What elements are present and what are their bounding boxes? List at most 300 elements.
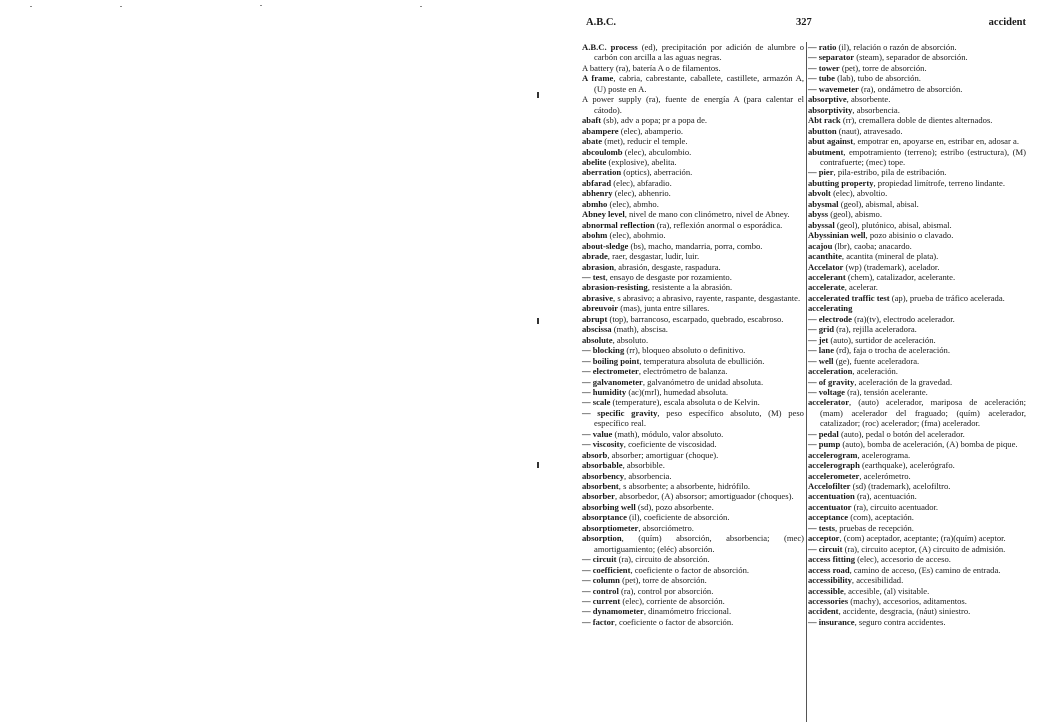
dictionary-entry	[582, 199, 804, 209]
dictionary-entry	[808, 586, 1026, 596]
dictionary-entry	[582, 136, 804, 146]
dictionary-entry	[582, 471, 804, 481]
entry-definition: (auto), surtidor de aceleración.	[828, 334, 936, 345]
entry-headword: — jet	[808, 334, 829, 345]
entry-definition: (geol), abismal, abisal.	[838, 198, 919, 209]
entry-headword: absorptivity	[808, 104, 853, 115]
entry-definition: (wp) (trademark), acelador.	[843, 261, 940, 272]
entry-definition: (elec), accesorio de acceso.	[855, 554, 951, 565]
dictionary-entry	[582, 73, 804, 94]
dictionary-entry	[582, 481, 804, 491]
entry-headword: abysmal	[808, 198, 839, 209]
entry-definition: (explosive), abelita.	[606, 156, 677, 167]
entry-headword: abrasion	[582, 261, 614, 272]
dictionary-entry	[582, 523, 804, 533]
dictionary-entry	[582, 262, 804, 272]
entry-headword: — galvanometer	[582, 376, 643, 387]
entry-definition: , abrasión, desgaste, raspadura.	[614, 261, 721, 272]
dictionary-entry	[808, 126, 1026, 136]
entry-definition: , s abrasivo; a abrasivo, rayente, raspante, desgastante.	[613, 292, 801, 303]
dictionary-entry	[582, 397, 804, 407]
entry-headword: accentuation	[808, 491, 855, 502]
entry-headword: — tests	[808, 522, 835, 533]
dictionary-entry	[808, 617, 1026, 627]
entry-headword: abvolt	[808, 188, 831, 199]
entry-definition: (rr), cremallera doble de dientes alternados.	[840, 115, 993, 126]
entry-definition: (math), abscisa.	[611, 324, 668, 335]
scan-speck	[260, 5, 262, 6]
scan-speck	[30, 6, 32, 7]
dictionary-entry	[808, 314, 1026, 324]
dictionary-entry	[582, 429, 804, 439]
entry-definition: (ge), fuente aceleradora.	[833, 355, 920, 366]
entry-definition: (earthquake), acelerógrafo.	[859, 460, 955, 471]
entry-headword: abhenry	[582, 188, 613, 199]
dictionary-entry	[808, 533, 1026, 543]
entry-headword: abrupt	[582, 313, 608, 324]
entry-definition: (machy), accesorios, aditamentos.	[848, 596, 967, 607]
entry-definition: , aceleración.	[852, 366, 898, 377]
entry-headword: — pedal	[808, 428, 839, 439]
entry-definition: (il), coeficiente de absorción.	[626, 512, 730, 523]
entry-headword: absorbing well	[582, 501, 636, 512]
dictionary-entry	[808, 377, 1026, 387]
dictionary-entry	[808, 345, 1026, 355]
dictionary-entry	[808, 63, 1026, 73]
dictionary-entry	[808, 136, 1026, 146]
entry-definition: (auto), pedal o botón del acelerador.	[838, 428, 965, 439]
scan-speck	[420, 6, 422, 7]
entry-definition: (chem), catalizador, acelerante.	[845, 271, 956, 282]
entry-headword: accelerating	[808, 303, 853, 314]
dictionary-entry	[808, 178, 1026, 188]
entry-definition: , acelerómetro.	[859, 470, 911, 481]
dictionary-entry	[808, 356, 1026, 366]
entry-headword: — value	[582, 428, 613, 439]
entry-headword: — tower	[808, 62, 840, 73]
entry-definition: , absorbencia.	[624, 470, 672, 481]
entry-headword: abohm	[582, 230, 608, 241]
entry-headword: absorptance	[582, 512, 627, 523]
entry-definition: (met), reducir el temple.	[602, 136, 688, 147]
entry-definition: , propiedad limítrofe, terreno lindante.	[873, 177, 1005, 188]
dictionary-entry	[808, 429, 1026, 439]
dictionary-entry	[582, 502, 804, 512]
entry-headword: — grid	[808, 324, 835, 335]
dictionary-entry	[582, 533, 804, 554]
entry-headword: — coefficient	[582, 564, 631, 575]
dictionary-entry	[582, 617, 804, 627]
entry-definition: (ra), circuito acentuador.	[851, 501, 939, 512]
entry-headword: abut against	[808, 136, 854, 147]
dictionary-entry	[582, 366, 804, 376]
entry-headword: accessories	[808, 596, 849, 607]
dictionary-entry	[582, 42, 804, 63]
dictionary-entry	[582, 241, 804, 251]
entry-definition: (ed), precipitación por adición de alumbre o carbón con arcilla a las aguas negras.	[594, 42, 804, 63]
entry-definition: (auto), bomba de aceleración, (A) bomba de pique.	[840, 439, 1018, 450]
entry-headword: abreuvoir	[582, 303, 619, 314]
entry-headword: absorptiometer	[582, 522, 639, 533]
dictionary-entry	[582, 188, 804, 198]
entry-definition: , coeficiente de viscosidad.	[623, 439, 717, 450]
entry-definition: (rr), bloqueo absoluto o definitivo.	[624, 345, 746, 356]
entry-headword: — viscosity	[582, 439, 624, 450]
entry-headword: — circuit	[808, 543, 843, 554]
entry-definition: , acantita (mineral de plata).	[841, 251, 939, 262]
entry-definition: , raer, desgastar, ludir, luir.	[607, 251, 700, 262]
entry-definition: , pruebas de recepción.	[834, 522, 914, 533]
entry-definition: (lbr), caoba; anacardo.	[832, 240, 912, 251]
entry-definition: , camino de acceso, (Es) camino de entrada.	[849, 564, 1001, 575]
dictionary-entry	[582, 220, 804, 230]
entry-headword: accelerate	[808, 282, 845, 293]
entry-definition: (math), módulo, valor absoluto.	[612, 428, 724, 439]
entry-definition: , absorbedor, (A) absorsor; amortiguador (choques).	[614, 491, 794, 502]
entry-headword: absorb	[582, 449, 608, 460]
entry-headword: abutton	[808, 125, 837, 136]
entry-headword: acajou	[808, 240, 833, 251]
entry-headword: — boiling point	[582, 355, 640, 366]
entry-headword: Abyssinian well	[808, 230, 866, 241]
dictionary-entry	[582, 272, 804, 282]
dictionary-entry	[808, 52, 1026, 62]
entry-headword: — insurance	[808, 616, 855, 627]
dictionary-entry	[808, 115, 1026, 125]
dictionary-entry	[808, 335, 1026, 345]
entry-definition: , absorbente.	[846, 94, 891, 105]
entry-definition: , coeficiente o factor de absorción.	[630, 564, 750, 575]
dictionary-entry	[808, 481, 1026, 491]
entry-definition: (elec), abfaradio.	[611, 177, 672, 188]
entry-definition: (sb), adv a popa; pr a popa de.	[601, 115, 708, 126]
dictionary-entry	[808, 491, 1026, 501]
dictionary-entry	[808, 105, 1026, 115]
dictionary-entry	[808, 512, 1026, 522]
entry-headword: abnormal reflection	[582, 219, 655, 230]
dictionary-entry	[808, 324, 1026, 334]
entry-definition: (ra), reflexión anormal o esporádica.	[654, 219, 783, 230]
entry-headword: abaft	[582, 115, 602, 126]
entry-definition: (mas), junta entre sillares.	[618, 303, 710, 314]
entry-headword: — electrode	[808, 313, 852, 324]
entry-headword: — humidity	[582, 386, 627, 397]
entry-headword: abelite	[582, 156, 607, 167]
entry-headword: abyssal	[808, 219, 835, 230]
dictionary-entry	[808, 84, 1026, 94]
right-column	[808, 42, 1026, 627]
entry-definition: , empotramiento (terreno); estribo (estructura), (M) contrafuerte; (mec) tope.	[820, 146, 1026, 167]
guide-word-right: accident	[988, 17, 1026, 28]
entry-definition: , absorbencia.	[852, 104, 900, 115]
entry-definition: (elec), abhenrio.	[612, 188, 671, 199]
entry-definition: , accesibilidad.	[851, 575, 904, 586]
entry-headword: absolute	[582, 334, 613, 345]
entry-headword: Abney level	[582, 209, 625, 220]
gutter-mark	[537, 318, 539, 324]
entry-definition: (pet), torre de absorción.	[839, 62, 927, 73]
dictionary-entry	[582, 345, 804, 355]
entry-headword: — specific gravity	[582, 407, 658, 418]
dictionary-entry	[582, 335, 804, 345]
dictionary-entry	[582, 178, 804, 188]
entry-headword: accident	[808, 606, 839, 617]
dictionary-entry	[582, 115, 804, 125]
entry-definition: A battery (ra), batería A o de filamentos.	[582, 62, 721, 73]
dictionary-entry	[582, 147, 804, 157]
dictionary-entry	[582, 324, 804, 334]
dictionary-entry	[582, 596, 804, 606]
entry-definition: , electrómetro de balanza.	[638, 366, 728, 377]
entry-headword: A.B.C. process	[582, 42, 638, 52]
entry-headword: Abt rack	[808, 115, 841, 126]
entry-headword: abrasion-resisting	[582, 282, 648, 293]
entry-definition: , absorbible.	[622, 460, 665, 471]
entry-headword: — voltage	[808, 386, 845, 397]
entry-definition: (ra), circuito aceptor, (A) circuito de admisión.	[842, 543, 1006, 554]
entry-headword: Accelator	[808, 261, 844, 272]
entry-definition: (ra)(tv), electrodo acelerador.	[851, 313, 955, 324]
entry-headword: — electrometer	[582, 366, 639, 377]
dictionary-entry	[582, 408, 804, 429]
entry-definition: , acelerograma.	[857, 449, 911, 460]
dictionary-entry	[808, 147, 1026, 168]
entry-definition: , absorber; amortiguar (choque).	[607, 449, 719, 460]
entry-definition: (top), barrancoso, escarpado, quebrado, escabroso.	[607, 313, 784, 324]
entry-headword: acanthite	[808, 251, 842, 262]
dictionary-entry	[582, 356, 804, 366]
running-header	[586, 17, 1026, 33]
dictionary-entry	[582, 126, 804, 136]
entry-headword: — tube	[808, 73, 835, 84]
dictionary-entry	[582, 157, 804, 167]
entry-definition: (elec), abvoltio.	[830, 188, 888, 199]
dictionary-entry	[808, 241, 1026, 251]
entry-headword: accessible	[808, 585, 844, 596]
scan-speck	[120, 6, 122, 7]
entry-definition: (temperature), escala absoluta o de Kelvin.	[610, 397, 760, 408]
dictionary-entry	[582, 377, 804, 387]
gutter-mark	[537, 92, 539, 98]
dictionary-entry	[808, 596, 1026, 606]
entry-definition: (elec), abculombio.	[622, 146, 692, 157]
entry-definition: , accidente, desgracia, (náut) siniestro.	[838, 606, 971, 617]
dictionary-entry	[808, 188, 1026, 198]
entry-headword: — ratio	[808, 42, 837, 52]
dictionary-entry	[582, 251, 804, 261]
dictionary-entry	[582, 63, 804, 73]
dictionary-entry	[808, 73, 1026, 83]
entry-definition: , cabria, cabrestante, caballete, castillete, armazón A, (U) poste en A.	[594, 73, 804, 94]
entry-definition: , pozo abisinio o clavado.	[865, 230, 954, 241]
dictionary-entry	[582, 293, 804, 303]
entry-definition: , pila-estribo, pila de estribación.	[833, 167, 947, 178]
entry-definition: , absorciómetro.	[638, 522, 694, 533]
entry-definition: (ra), control por absorción.	[618, 585, 714, 596]
entry-headword: about-sledge	[582, 240, 629, 251]
entry-definition: , ensayo de desgaste por rozamiento.	[605, 271, 732, 282]
entry-definition: (il), relación o razón de absorción.	[836, 42, 957, 52]
entry-definition: (sd) (trademark), acelofiltro.	[850, 481, 951, 492]
entry-definition: (naut), atravesado.	[836, 125, 903, 136]
entry-definition: , seguro contra accidentes.	[854, 616, 946, 627]
dictionary-entry	[808, 366, 1026, 376]
entry-headword: absorbency	[582, 470, 625, 481]
entry-headword: abscissa	[582, 324, 612, 335]
dictionary-entry	[808, 387, 1026, 397]
dictionary-entry	[582, 303, 804, 313]
entry-headword: access fitting	[808, 554, 856, 565]
dictionary-entry	[582, 554, 804, 564]
entry-headword: A frame	[582, 73, 614, 84]
entry-definition: , temperatura absoluta de ebullición.	[639, 355, 765, 366]
dictionary-entry	[808, 397, 1026, 428]
entry-definition: , nivel de mano con clinómetro, nivel de Abney.	[624, 209, 790, 220]
entry-headword: acceptor	[808, 533, 840, 544]
entry-definition: , dinamómetro friccional.	[643, 606, 732, 617]
dictionary-entry	[808, 544, 1026, 554]
entry-headword: abcoulomb	[582, 146, 623, 157]
dictionary-entry	[808, 565, 1026, 575]
entry-headword: — scale	[582, 397, 611, 408]
dictionary-entry	[582, 512, 804, 522]
entry-headword: abutting property	[808, 177, 874, 188]
guide-word-left: A.B.C.	[586, 17, 617, 28]
entry-headword: — column	[582, 575, 620, 586]
dictionary-entry	[582, 606, 804, 616]
entry-headword: — blocking	[582, 345, 625, 356]
entry-definition: (ra), rejilla aceleradora.	[834, 324, 917, 335]
entry-definition: (elec), corriente de absorción.	[620, 596, 725, 607]
entry-definition: , s absorbente; a absorbente, hidrófilo.	[618, 481, 751, 492]
dictionary-entry	[808, 209, 1026, 219]
dictionary-entry	[808, 502, 1026, 512]
entry-headword: accentuator	[808, 501, 852, 512]
dictionary-entry	[582, 439, 804, 449]
entry-headword: absorptive	[808, 94, 847, 105]
entry-definition: A power supply (ra), fuente de energía A (para calentar el cátodo).	[582, 94, 804, 115]
entry-headword: absorbable	[582, 460, 623, 471]
dictionary-entry	[582, 586, 804, 596]
dictionary-entry	[808, 251, 1026, 261]
dictionary-entry	[808, 262, 1026, 272]
entry-headword: — pump	[808, 439, 841, 450]
dictionary-entry	[582, 460, 804, 470]
dictionary-entry	[582, 230, 804, 240]
entry-headword: accelerogram	[808, 449, 858, 460]
dictionary-entry	[808, 575, 1026, 585]
dictionary-entry	[808, 199, 1026, 209]
dictionary-entry	[808, 303, 1026, 313]
entry-headword: — current	[582, 596, 621, 607]
entry-headword: accelerometer	[808, 470, 860, 481]
entry-headword: abate	[582, 136, 603, 147]
entry-definition: (optics), aberración.	[621, 167, 693, 178]
entry-headword: acceleration	[808, 366, 853, 377]
entry-definition: (com), aceptación.	[848, 512, 914, 523]
dictionary-entry	[582, 491, 804, 501]
gutter-mark	[537, 462, 539, 468]
entry-definition: (elec), abohmio.	[607, 230, 666, 241]
entry-definition: (sd), pozo absorbente.	[635, 501, 714, 512]
entry-headword: accelerator	[808, 397, 850, 408]
entry-headword: abrasive	[582, 292, 614, 303]
entry-headword: — test	[582, 271, 606, 282]
dictionary-entry	[582, 94, 804, 115]
entry-definition: (ap), prueba de tráfico acelerada.	[889, 292, 1005, 303]
entry-definition: (bs), macho, mandarria, porra, combo.	[628, 240, 763, 251]
entry-definition: (steam), separador de absorción.	[854, 52, 968, 63]
dictionary-entry	[808, 554, 1026, 564]
dictionary-entry	[808, 220, 1026, 230]
entry-headword: — pier	[808, 167, 834, 178]
dictionary-entry	[582, 450, 804, 460]
dictionary-entry	[582, 575, 804, 585]
dictionary-entry	[808, 272, 1026, 282]
entry-headword: abrade	[582, 251, 608, 262]
entry-headword: abfarad	[582, 177, 612, 188]
dictionary-entry	[808, 230, 1026, 240]
dictionary-entry	[808, 606, 1026, 616]
column-divider	[806, 42, 807, 722]
entry-definition: , (com) aceptador, aceptante; (ra)(quím) aceptor.	[839, 533, 1006, 544]
entry-headword: — of gravity	[808, 376, 855, 387]
page-number: 327	[796, 17, 812, 28]
entry-definition: , peso específico absoluto, (M) peso específico real.	[594, 407, 804, 429]
entry-headword: accessibility	[808, 575, 852, 586]
entry-headword: aberration	[582, 167, 622, 178]
entry-definition: , galvanómetro de unidad absoluta.	[642, 376, 764, 387]
entry-definition: (ra), acentuación.	[854, 491, 917, 502]
entry-definition: , (auto) acelerador, mariposa de aceleración; (mam) acelerador del fraguado; (quím) acelerador, catalizador; (roc) acelerador; (fma) acelerador.	[820, 397, 1026, 429]
entry-definition: (ra), ondámetro de absorción.	[858, 83, 963, 94]
entry-headword: — factor	[582, 616, 615, 627]
dictionary-entry	[808, 523, 1026, 533]
entry-definition: (lab), tubo de absorción.	[834, 73, 921, 84]
entry-definition: (elec), abmho.	[607, 198, 659, 209]
entry-headword: absorbent	[582, 481, 619, 492]
entry-headword: acceptance	[808, 512, 849, 523]
dictionary-entry	[808, 94, 1026, 104]
entry-definition: (ac)(mrl), humedad absoluta.	[626, 386, 729, 397]
entry-headword: abyss	[808, 209, 829, 220]
dictionary-entry	[808, 471, 1026, 481]
entry-definition: , aceleración de la gravedad.	[854, 376, 953, 387]
entry-headword: abampere	[582, 125, 619, 136]
entry-definition: (ra), tensión acelerante.	[845, 386, 928, 397]
entry-headword: — wavemeter	[808, 83, 859, 94]
entry-definition: , coeficiente o factor de absorción.	[614, 616, 734, 627]
dictionary-entry	[808, 282, 1026, 292]
dictionary-entry	[808, 42, 1026, 52]
entry-definition: , empotrar en, apoyarse en, estribar en, adosar a.	[853, 136, 1019, 147]
left-column	[582, 42, 804, 627]
dictionary-entry	[582, 314, 804, 324]
entry-headword: — dynamometer	[582, 606, 644, 617]
entry-headword: accelerant	[808, 271, 846, 282]
entry-definition: (elec), abamperio.	[618, 125, 684, 136]
entry-definition: (rd), faja o trocha de aceleración.	[834, 345, 950, 356]
entry-definition: (geol), abismo.	[828, 209, 883, 220]
dictionary-entry	[582, 209, 804, 219]
dictionary-entry	[808, 167, 1026, 177]
entry-definition: , absoluto.	[612, 334, 649, 345]
entry-definition: , acelerar.	[844, 282, 878, 293]
entry-definition: , (quím) absorción, absorbencia; (mec) amortiguamiento; (eléc) absorción.	[594, 533, 804, 554]
entry-headword: — control	[582, 585, 619, 596]
entry-headword: — well	[808, 355, 834, 366]
entry-headword: access road	[808, 564, 850, 575]
